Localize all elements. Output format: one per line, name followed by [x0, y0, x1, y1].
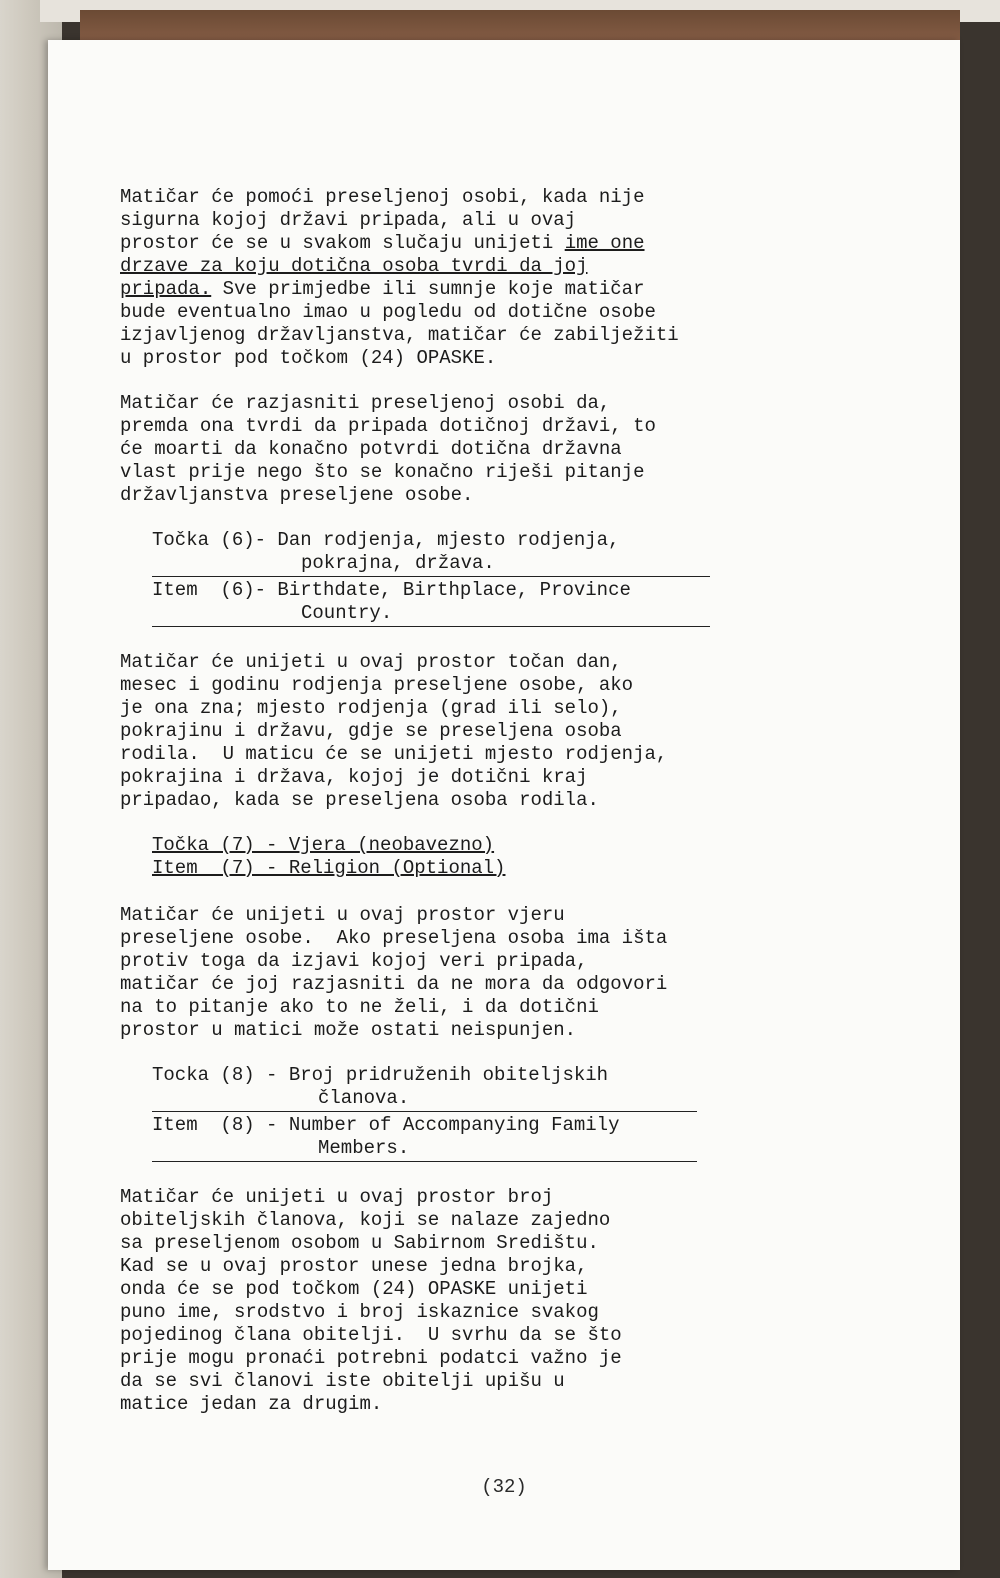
text-line: protiv toga da izjavi kojoj veri pripada,: [120, 950, 588, 972]
text-line: vlast prije nego što se konačno riješi pitanje: [120, 461, 645, 483]
heading-en: Item (7) - Religion (Optional): [152, 857, 506, 879]
text-line: prostor u matici može ostati neispunjen.: [120, 1019, 577, 1041]
text-line: prije mogu pronaći potrebni podatci važno je: [120, 1347, 622, 1369]
heading-en-sub: Members.: [318, 1137, 410, 1159]
heading-rule: [152, 1161, 697, 1162]
text-line: u prostor pod točkom (24) OPASKE.: [120, 347, 497, 369]
text-line: sa preseljenom osobom u Sabirnom Središtu.: [120, 1232, 599, 1254]
section-heading-8: [152, 1064, 820, 1162]
heading-en: Item (6)- Birthdate, Birthplace, Province: [152, 579, 631, 601]
paragraph-4: [120, 904, 820, 1042]
paragraph-2: [120, 392, 820, 507]
text-line: mesec i godinu rodjenja preseljene osobe, ako: [120, 674, 634, 696]
text-line: preseljene osobe. Ako preseljena osoba ima išta: [120, 927, 668, 949]
text-line: da se svi članovi iste obitelji upišu u: [120, 1370, 565, 1392]
underlined-text: ime one: [564, 232, 645, 254]
text-line: matičar će joj razjasniti da ne mora da odgovori: [120, 973, 668, 995]
heading-rule: [152, 1111, 697, 1112]
text-line: obiteljskih članova, koji se nalaze zajedno: [120, 1209, 611, 1231]
heading-rule: [152, 576, 710, 577]
text-line: Matičar će unijeti u ovaj prostor vjeru: [120, 904, 565, 926]
page-number: (32): [481, 1476, 527, 1498]
text-line: izjavljenog državljanstva, matičar će zabilježiti: [120, 324, 679, 346]
heading-hr: Tocka (8) - Broj pridruženih obiteljskih: [152, 1064, 609, 1086]
text-line: pojedinog člana obitelji. U svrhu da se što: [120, 1324, 622, 1346]
text-line: pripadao, kada se preseljena osoba rodila.: [120, 789, 599, 811]
text-line: puno ime, srodstvo i broj iskaznice svakog: [120, 1301, 599, 1323]
text-line: pokrajinu i državu, gdje se preseljena osoba: [120, 720, 622, 742]
text-line: bude eventualno imao u pogledu od dotične osobe: [120, 301, 656, 323]
heading-hr: Točka (6)- Dan rodjenja, mjesto rodjenja,: [152, 529, 620, 551]
text-line: će moarti da konačno potvrdi dotična državna: [120, 438, 622, 460]
section-heading-6: [152, 529, 820, 627]
text-line: onda će se pod točkom (24) OPASKE unijeti: [120, 1278, 588, 1300]
underlined-text: pripada.: [120, 278, 212, 300]
text-line: sigurna kojoj državi pripada, ali u ovaj: [120, 209, 577, 231]
heading-hr-sub: članova.: [318, 1087, 410, 1109]
text-line: na to pitanje ako to ne želi, i da dotični: [120, 996, 599, 1018]
text-line: prostor će se u svakom slučaju unijeti: [120, 232, 565, 254]
page-content: [120, 186, 820, 1438]
text-line: Matičar će pomoći preseljenoj osobi, kada nije: [120, 186, 645, 208]
heading-hr: Točka (7) - Vjera (neobavezno): [152, 834, 495, 856]
text-line: rodila. U maticu će se unijeti mjesto rodjenja,: [120, 743, 668, 765]
section-heading-7: [152, 834, 820, 880]
underlined-line: drzave za koju dotična osoba tvrdi da joj: [120, 255, 588, 277]
document-page: [48, 40, 960, 1570]
text-line: Sve primjedbe ili sumnje koje matičar: [211, 278, 645, 300]
paragraph-3: [120, 651, 820, 812]
text-line: Matičar će unijeti u ovaj prostor točan dan,: [120, 651, 622, 673]
heading-hr-sub: pokrajna, država.: [301, 552, 495, 574]
text-line: državljanstva preseljene osobe.: [120, 484, 474, 506]
text-line: Matičar će unijeti u ovaj prostor broj: [120, 1186, 554, 1208]
heading-en: Item (8) - Number of Accompanying Family: [152, 1114, 620, 1136]
heading-en-sub: Country.: [301, 602, 393, 624]
text-line: premda ona tvrdi da pripada dotičnoj državi, to: [120, 415, 656, 437]
text-line: matice jedan za drugim.: [120, 1393, 383, 1415]
text-line: je ona zna; mjesto rodjenja (grad ili selo),: [120, 697, 622, 719]
paragraph-5: [120, 1186, 820, 1416]
text-line: pokrajina i država, kojoj je dotični kraj: [120, 766, 588, 788]
text-line: Matičar će razjasniti preseljenoj osobi da,: [120, 392, 611, 414]
heading-rule: [152, 626, 710, 627]
paragraph-1: [120, 186, 820, 370]
text-line: Kad se u ovaj prostor unese jedna brojka,: [120, 1255, 588, 1277]
